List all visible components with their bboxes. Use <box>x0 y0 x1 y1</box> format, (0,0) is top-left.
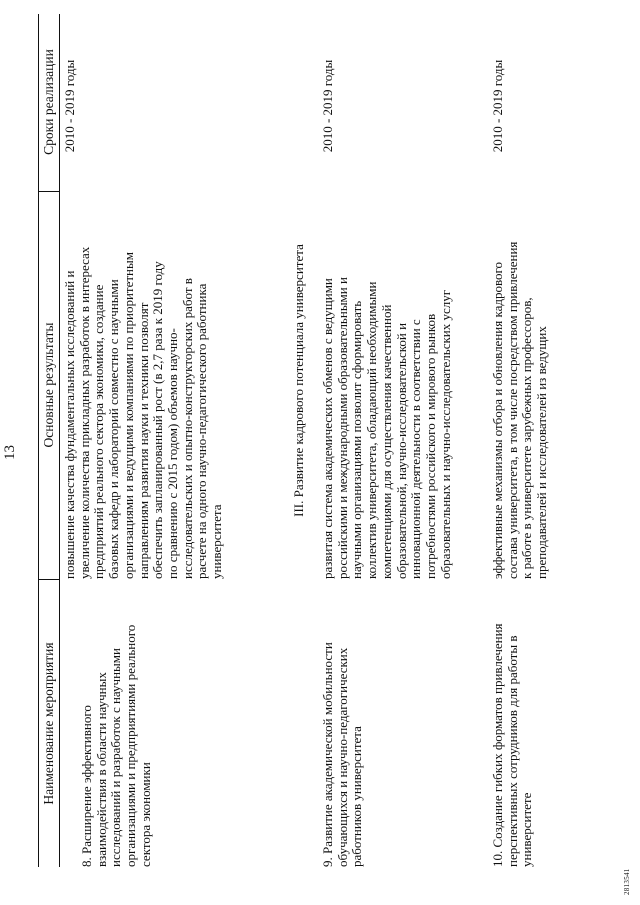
header-measure-name: Наименование мероприятия <box>41 642 56 805</box>
result-line: образовательной, научно-исследовательской и <box>393 322 409 579</box>
table-row-10 <box>491 14 581 867</box>
result-line: образовательных и научно-исследовательских услуг <box>437 289 453 579</box>
result-line: увеличение количества прикладных разработок в интересах <box>76 246 92 579</box>
period-cell: 2010 - 2019 годы <box>490 59 505 153</box>
measure-name-line: исследований и разработок с научными <box>108 648 124 867</box>
result-line: состава университета, в том числе посредством привлечения <box>504 241 520 579</box>
result-line: направлениям развития науки и техники позволят <box>135 302 151 579</box>
page-number: 13 <box>2 445 18 460</box>
table-header <box>39 14 60 867</box>
main-results-cell <box>491 207 550 579</box>
result-line: коллектив университета, обладающий необходимыми <box>364 281 380 579</box>
result-line: организациями и ведущими компаниями по приоритетным <box>120 252 136 579</box>
result-line: инновационной деятельности в соответствии с <box>408 319 424 579</box>
measure-name-line: 9. Развитие академической мобильности <box>320 642 335 867</box>
measure-name-line: сектора экономики <box>137 762 153 867</box>
result-line: предприятий реального сектора экономики, создание <box>91 284 107 579</box>
result-line: преподавателей и исследователей из ведущих <box>534 326 550 579</box>
section-heading: III. Развитие кадрового потенциала университета <box>291 244 306 517</box>
result-line: базовых кафедр и лабораторий совместно с научными <box>106 279 122 579</box>
main-results-cell <box>63 207 225 579</box>
measures-table <box>38 14 581 867</box>
period-cell: 2010 - 2019 годы <box>320 59 335 153</box>
result-line: исследовательских и опытно-конструкторских работ в <box>179 278 195 579</box>
result-line: потребностями российского и мирового рынков <box>422 313 438 579</box>
result-line: эффективные механизмы отбора и обновления кадрового <box>490 261 505 579</box>
measure-name-cell <box>321 587 365 867</box>
measure-name-line: перспективных сотрудников для работы в <box>504 635 520 867</box>
result-line: российскими и международными образовательными и <box>334 277 350 579</box>
measure-name-line: обучающихся и научно-педагогических <box>334 647 350 867</box>
header-implementation-period: Сроки реализации <box>39 13 59 192</box>
result-line: университета <box>209 504 225 579</box>
measure-name-cell <box>80 587 154 867</box>
result-line: расчете на одного научно-педагогического работника <box>194 283 210 579</box>
result-line: компетенциями для осуществления качественной <box>378 304 394 579</box>
measure-name-cell <box>491 587 535 867</box>
measure-name-line: 10. Создание гибких форматов привлечения <box>490 623 505 867</box>
result-line: к работе в университете зарубежных профессоров, <box>519 297 535 579</box>
measure-name-line: 8. Расширение эффективного <box>79 705 94 867</box>
result-line: развитая система академических обменов с ведущими <box>320 278 335 579</box>
result-line: по сравнению с 2015 годом) объемов научно- <box>164 328 180 579</box>
header-main-results: Основные результаты <box>39 191 59 580</box>
main-results-cell <box>321 207 453 579</box>
measure-name-line: организациями и предприятиями реального <box>123 624 139 867</box>
result-line: повышение качества фундаментальных исследований и <box>62 270 77 579</box>
table-row-9 <box>321 14 491 867</box>
measure-name-line: работников университета <box>349 726 365 867</box>
period-cell: 2010 - 2019 годы <box>62 59 77 153</box>
document-stamp-number: 2813541 <box>623 868 631 895</box>
measure-name-line: университете <box>519 792 535 867</box>
result-line: обеспечить запланированный рост (в 2,7 раза к 2019 году <box>150 261 166 579</box>
table-row-8 <box>63 14 291 867</box>
result-line: научными организациями позволит сформировать <box>349 300 365 579</box>
measure-name-line: взаимодействия в области научных <box>93 672 109 867</box>
